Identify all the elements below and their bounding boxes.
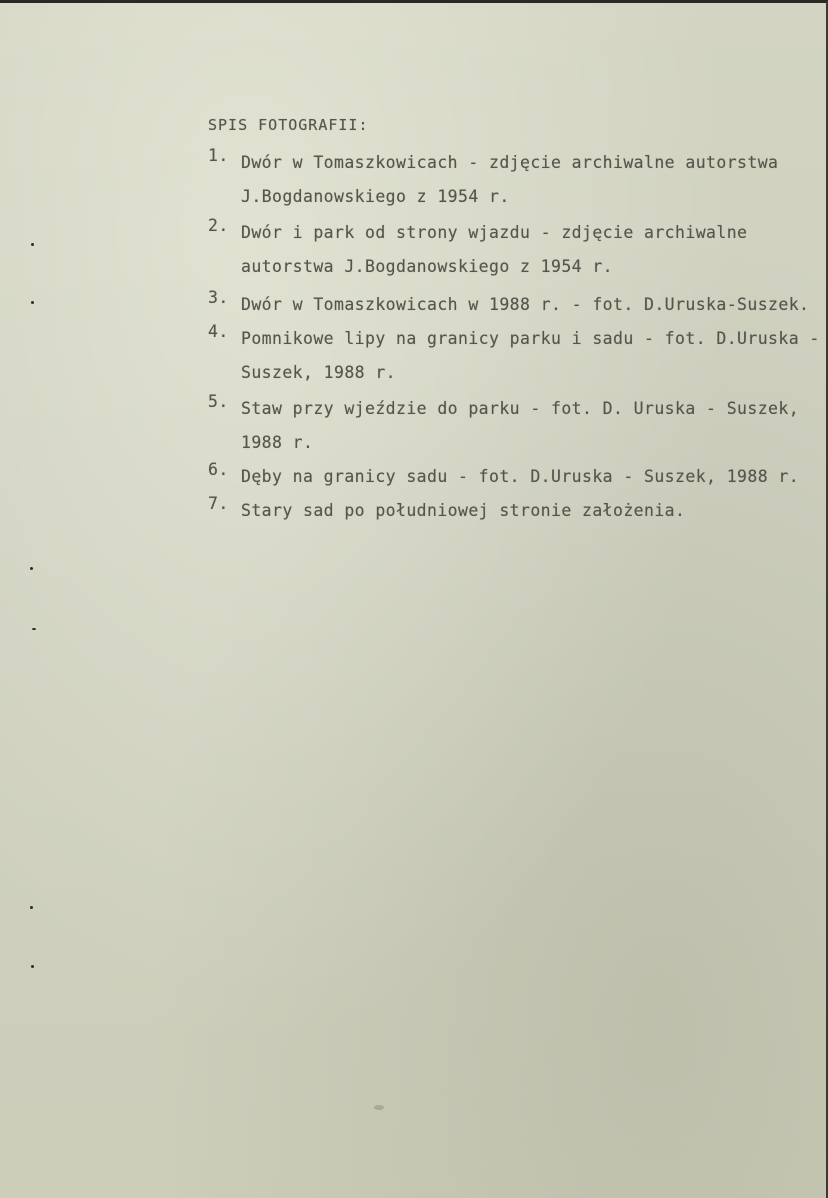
margin-mark (32, 628, 36, 630)
list-item-text: Staw przy wjeździe do parku - fot. D. Uruska - Suszek, 1988 r. (241, 399, 800, 452)
list-item-text: Dęby na granicy sadu - fot. D.Uruska - Suszek, 1988 r. (241, 467, 800, 486)
margin-mark (30, 906, 33, 909)
list-item-text: Dwór w Tomaszkowicach - zdjęcie archiwalne autorstwa J.Bogdanowskiego z 1954 r. (241, 153, 779, 206)
document-heading: SPIS FOTOGRAFII: (208, 116, 369, 134)
margin-mark (31, 243, 34, 246)
list-item (208, 216, 826, 288)
list-item (208, 460, 826, 494)
list-item-number: 3. (208, 288, 229, 307)
list-item (208, 392, 826, 460)
list-item-number: 5. (208, 392, 229, 411)
margin-mark (31, 965, 34, 968)
list-item (208, 146, 826, 216)
paper-smudge (374, 1105, 384, 1110)
list-item-number: 2. (208, 216, 229, 235)
list-item-text: Dwór w Tomaszkowicach w 1988 r. - fot. D.Uruska-Suszek. (241, 295, 810, 314)
list-item-text: Stary sad po południowej stronie założenia. (241, 501, 686, 520)
list-item-number: 4. (208, 322, 229, 341)
list-item-number: 1. (208, 146, 229, 165)
margin-mark (31, 301, 34, 304)
list-item-number: 7. (208, 494, 229, 513)
list-item-text: Dwór i park od strony wjazdu - zdjęcie archiwalne autorstwa J.Bogdanowskiego z 1954 r. (241, 223, 748, 276)
margin-mark (30, 567, 33, 570)
list-item-number: 6. (208, 460, 229, 479)
list-item (208, 322, 826, 392)
list-item (208, 288, 826, 322)
photo-list (208, 146, 826, 528)
list-item-text: Pomnikowe lipy na granicy parku i sadu - fot. D.Uruska - Suszek, 1988 r. (241, 329, 820, 382)
list-item (208, 494, 826, 528)
